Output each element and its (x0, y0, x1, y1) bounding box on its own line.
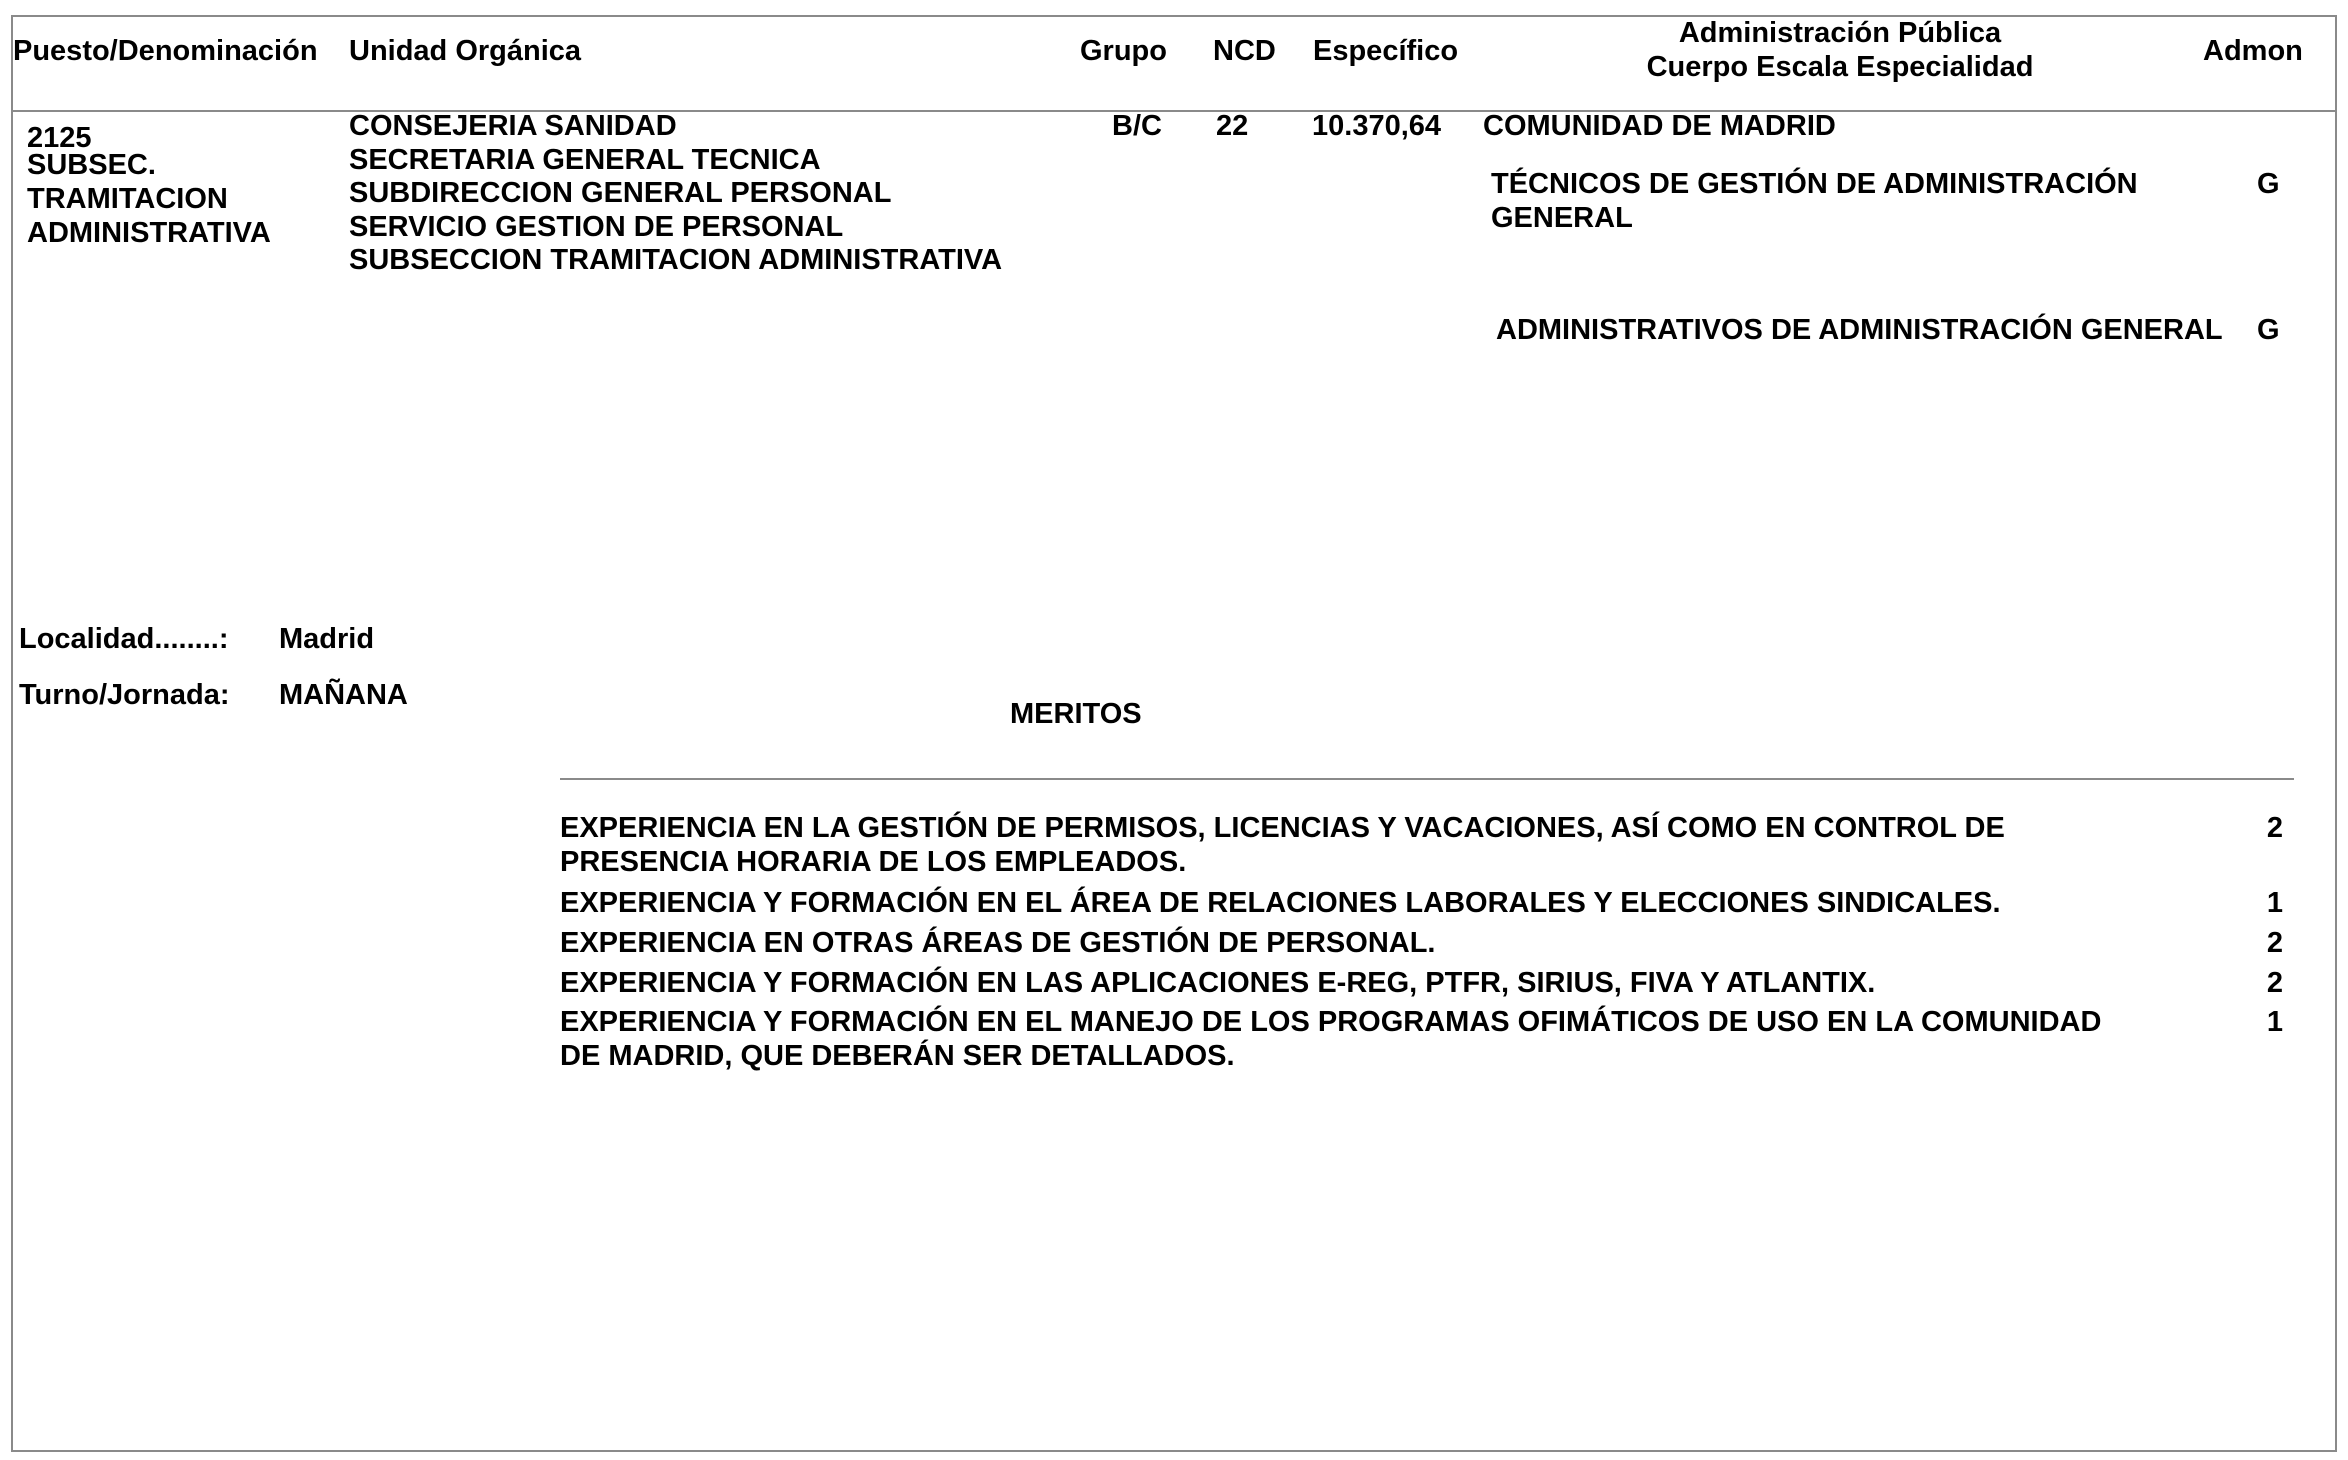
unidad-line: SERVICIO GESTION DE PERSONAL (349, 211, 844, 243)
header-admon: Admon (2203, 35, 2303, 67)
turno-value: MAÑANA (279, 679, 408, 711)
localidad-value: Madrid (279, 623, 375, 655)
puesto-denominacion-1: SUBSEC. (27, 149, 156, 181)
puesto-denominacion-3: ADMINISTRATIVA (27, 217, 271, 249)
cuerpo-line: ADMINISTRATIVOS DE ADMINISTRACIÓN GENERAL (1496, 314, 2223, 346)
unidad-line: SUBDIRECCION GENERAL PERSONAL (349, 177, 892, 209)
header-puesto: Puesto/Denominación (13, 35, 318, 67)
merito-text: EXPERIENCIA EN LA GESTIÓN DE PERMISOS, LICENCIAS Y VACACIONES, ASÍ COMO EN CONTROL DE PRESENCIA HORARIA DE LOS EMPLEADOS. (560, 812, 2005, 878)
merito-text: EXPERIENCIA EN OTRAS ÁREAS DE GESTIÓN DE PERSONAL. (560, 927, 1436, 959)
turno-label: Turno/Jornada: (19, 679, 230, 711)
cuerpo-admon: G (2257, 168, 2280, 200)
localidad-label: Localidad........: (19, 623, 229, 655)
merito-points: 1 (2266, 1006, 2283, 1038)
merito-text: EXPERIENCIA Y FORMACIÓN EN EL ÁREA DE RELACIONES LABORALES Y ELECCIONES SINDICALES. (560, 887, 2001, 919)
grupo-value: B/C (1112, 110, 1162, 142)
ncd-value: 22 (1216, 110, 1249, 142)
cuerpo-line: GENERAL (1491, 202, 1633, 234)
header-grupo: Grupo (1080, 35, 1167, 67)
merito-text: EXPERIENCIA Y FORMACIÓN EN LAS APLICACIONES E-REG, PTFR, SIRIUS, FIVA Y ATLANTIX. (560, 967, 1876, 999)
header-especifico: Específico (1313, 35, 1459, 67)
merito-points: 2 (2266, 927, 2283, 959)
merito-points: 1 (2266, 887, 2283, 919)
merito-points: 2 (2266, 967, 2283, 999)
meritos-title: MERITOS (1010, 698, 1142, 730)
puesto-codigo: 2125 (27, 122, 92, 154)
header-admin-publica: Administración Pública (1678, 17, 2002, 49)
administracion-value: COMUNIDAD DE MADRID (1483, 110, 1836, 142)
header-ncd: NCD (1213, 35, 1276, 67)
merito-points: 2 (2266, 812, 2283, 844)
unidad-line: SUBSECCION TRAMITACION ADMINISTRATIVA (349, 244, 1003, 276)
puesto-denominacion-2: TRAMITACION (27, 183, 228, 215)
meritos-divider (560, 778, 2294, 780)
especifico-value: 10.370,64 (1312, 110, 1442, 142)
header-cuerpo-escala: Cuerpo Escala Especialidad (1646, 51, 2034, 83)
merito-text: EXPERIENCIA Y FORMACIÓN EN EL MANEJO DE LOS PROGRAMAS OFIMÁTICOS DE USO EN LA COMUNIDAD DE MADRID, QUE DEBERÁN SER DETALLADOS. (560, 1006, 2102, 1072)
cuerpo-line: TÉCNICOS DE GESTIÓN DE ADMINISTRACIÓN (1491, 168, 2138, 200)
unidad-line: SECRETARIA GENERAL TECNICA (349, 144, 821, 176)
header-unidad: Unidad Orgánica (349, 35, 582, 67)
cuerpo-admon: G (2257, 314, 2280, 346)
unidad-line: CONSEJERIA SANIDAD (349, 110, 677, 142)
